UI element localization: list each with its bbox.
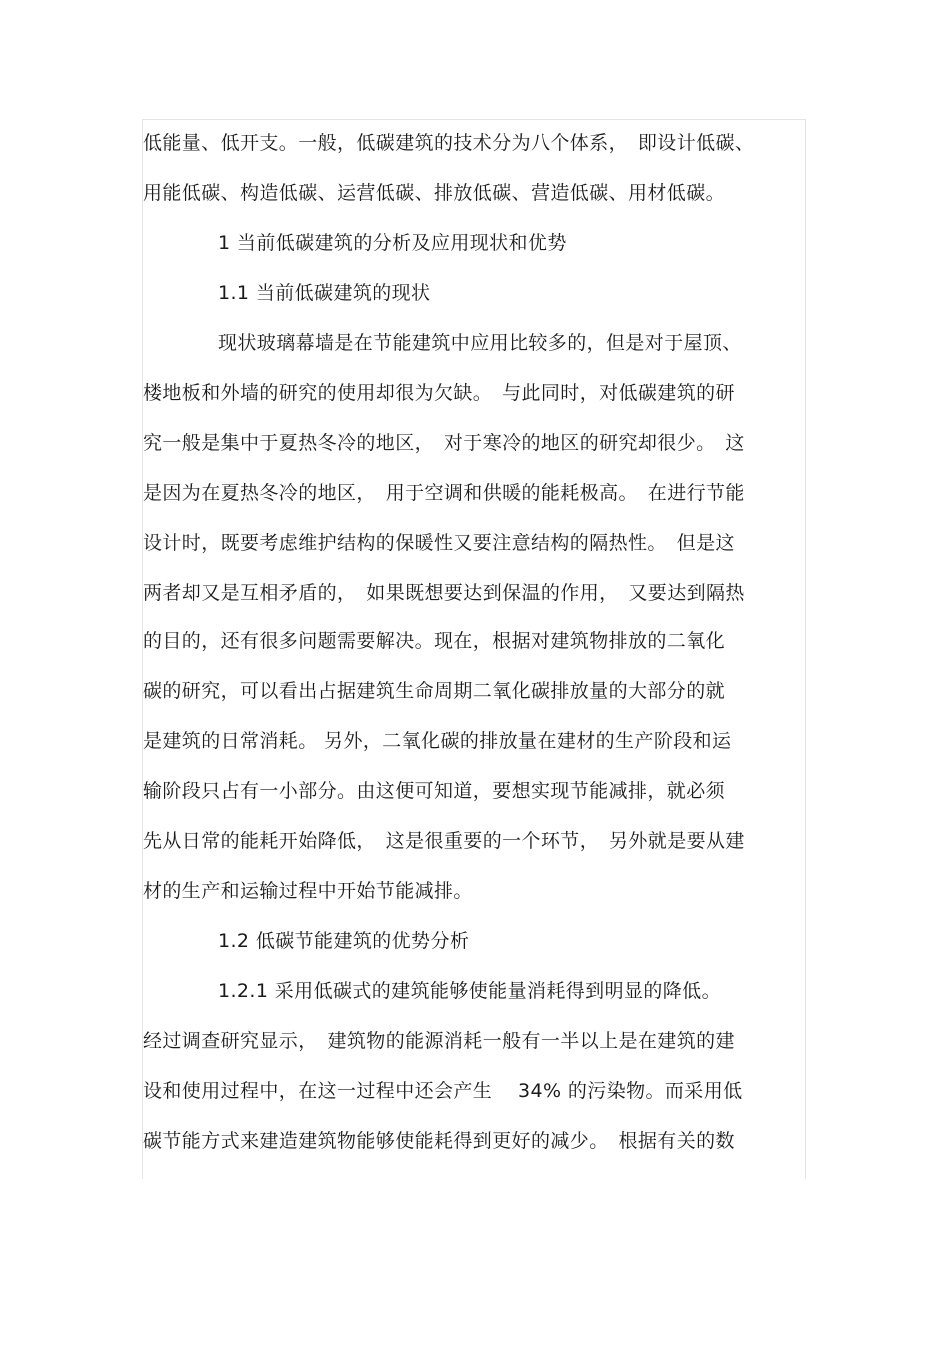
body-text-line: 碳的研究，可以看出占据建筑生命周期二氧化碳排放量的大部分的就 xyxy=(143,680,726,702)
body-text-line: 楼地板和外墙的研究的使用却很为欠缺。 与此同时，对低碳建筑的研 xyxy=(143,382,735,404)
page-frame xyxy=(142,119,806,1179)
body-text-line: 设计时，既要考虑维护结构的保暖性又要注意结构的隔热性。 但是这 xyxy=(143,532,735,554)
body-text-line: 输阶段只占有一小部分。由这便可知道，要想实现节能减排，就必须 xyxy=(143,780,726,802)
body-text-line: 究一般是集中于夏热冬冷的地区， 对于寒冷的地区的研究却很少。 这 xyxy=(143,432,745,454)
body-text-line: 是建筑的日常消耗。 另外，二氧化碳的排放量在建材的生产阶段和运 xyxy=(143,730,732,752)
body-text-line: 两者却又是互相矛盾的， 如果既想要达到保温的作用， 又要达到隔热 xyxy=(143,582,745,604)
body-text-line: 是因为在夏热冬冷的地区， 用于空调和供暖的能耗极高。 在进行节能 xyxy=(143,482,745,504)
body-text-line: 经过调查研究显示， 建筑物的能源消耗一般有一半以上是在建筑的建 xyxy=(143,1030,735,1052)
body-text-line: 材的生产和运输过程中开始节能减排。 xyxy=(143,880,473,902)
sub-subsection-heading: 1.2.1 采用低碳式的建筑能够使能量消耗得到明显的降低。 xyxy=(218,980,721,1002)
section-heading: 1 当前低碳建筑的分析及应用现状和优势 xyxy=(218,232,567,254)
subsection-heading: 1.2 低碳节能建筑的优势分析 xyxy=(218,930,470,952)
body-text-line: 先从日常的能耗开始降低， 这是很重要的一个环节， 另外就是要从建 xyxy=(143,830,745,852)
body-text-line: 用能低碳、构造低碳、运营低碳、排放低碳、营造低碳、用材低碳。 xyxy=(143,182,726,204)
body-text-line: 低能量、低开支。一般，低碳建筑的技术分为八个体系， 即设计低碳、 xyxy=(143,132,755,154)
body-text-line: 设和使用过程中，在这一过程中还会产生 34% 的污染物。而采用低 xyxy=(143,1080,743,1102)
subsection-heading: 1.1 当前低碳建筑的现状 xyxy=(218,282,431,304)
body-text-line: 现状玻璃幕墙是在节能建筑中应用比较多的，但是对于屋顶、 xyxy=(218,332,742,354)
body-text-line: 碳节能方式来建造建筑物能够使能耗得到更好的减少。 根据有关的数 xyxy=(143,1130,735,1152)
body-text-line: 的目的，还有很多问题需要解决。现在，根据对建筑物排放的二氧化 xyxy=(143,630,726,652)
